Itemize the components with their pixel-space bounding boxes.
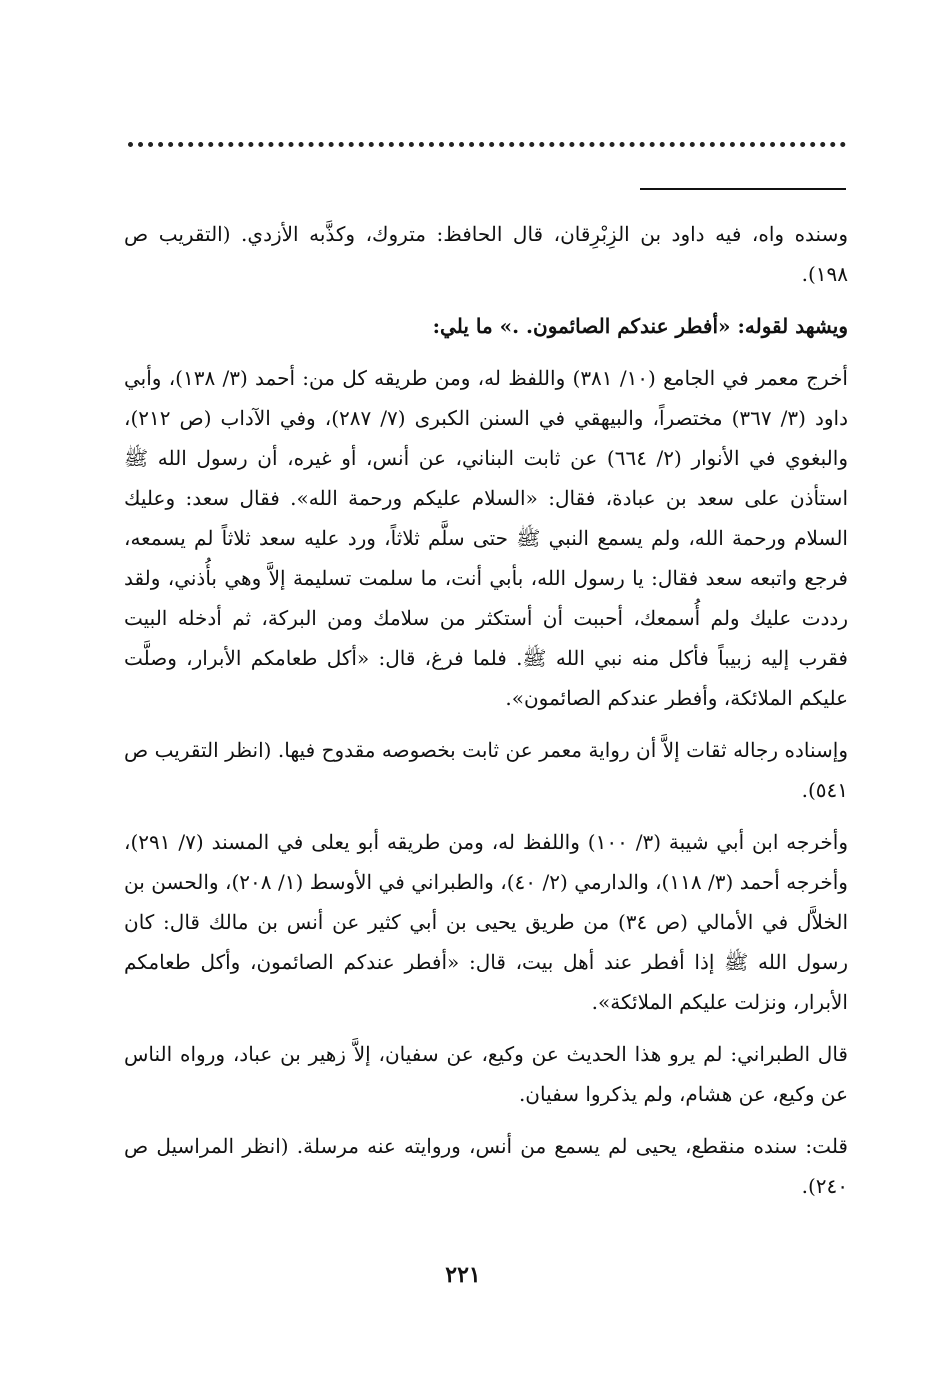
paragraph-tabarani-comment: قال الطبراني: لم يرو هذا الحديث عن وكيع، عن سفيان، إلاَّ زهير بن عباد، ورواه الناس عن وكيع، عن هشام، ولم يذكروا سفيان. <box>124 1042 848 1106</box>
page-body <box>124 214 848 1218</box>
paragraph-conclusion: قلت: سنده منقطع، يحيى لم يسمع من أنس، وروايته عنه مرسلة. (انظر المراسيل ص ٢٤٠). <box>124 1134 848 1198</box>
page-number: ٢٢١ <box>445 1262 481 1288</box>
dotted-separator <box>128 142 846 149</box>
paragraph-isnad-assessment: وإسناده رجاله ثقات إلاَّ أن رواية معمر عن ثابت بخصوصه مقدوح فيها. (انظر التقريب ص ٥٤١). <box>124 738 848 802</box>
paragraph-mamar-narration: أخرج معمر في الجامع (١٠/ ٣٨١) واللفظ له، ومن طريقه كل من: أحمد (٣/ ١٣٨)، وأبي داود (٣/ ٣٦٧) مختصراً، والبيهقي في السنن الكبرى (٧/ ٢٨٧)، وفي الآداب (ص ٢١٢)، والبغوي في الأنوار (٢/ ٦٦٤) عن ثابت البناني، عن أنس، أو غيره، أن رسول الله ﷺ استأذن على سعد بن عبادة، فقال: «السلام عليكم ورحمة الله». فقال سعد: وعليك السلام ورحمة الله، ولم يسمع النبي ﷺ حتى سلَّم ثلاثاً، ورد عليه سعد ثلاثاً لم يسمعه، فرجع واتبعه سعد فقال: يا رسول الله، بأبي أنت، ما سلمت تسليمة إلاَّ وهي بأُذني، ولقد رددت عليك ولم أُسمعك، أحببت أن أستكثر من سلامك ومن البركة، ثم أدخله البيت فقرب إليه زبيباً فأكل منه نبي الله ﷺ. فلما فرغ، قال: «أكل طعامكم الأبرار، وصلَّت عليكم الملائكة، وأفطر عندكم الصائمون». <box>124 366 849 710</box>
paragraph-supporting-intro: ويشهد لقوله: «أفطر عندكم الصائمون. .» ما يلي: <box>432 314 848 338</box>
paragraph-isnad-weak: وسنده واه، فيه داود بن الزِبْرِقان، قال الحافظ: متروك، وكذَّبه الأزدي. (التقريب ص ١٩٨). <box>124 222 848 286</box>
footnote-rule <box>640 188 846 190</box>
paragraph-ibn-abi-shaybah: وأخرجه ابن أبي شيبة (٣/ ١٠٠) واللفظ له، ومن طريقه أبو يعلى في المسند (٧/ ٢٩١)، وأخرجه أحمد (٣/ ١١٨)، والدارمي (٢/ ٤٠)، والطبراني في الأوسط (١/ ٢٠٨)، والحسن بن الخلاَّل في الأمالي (ص ٣٤) من طريق يحيى بن أبي كثير عن أنس بن مالك قال: كان رسول الله ﷺ إذا أفطر عند أهل بيت، قال: «أفطر عندكم الصائمون، وأكل طعامكم الأبرار، ونزلت عليكم الملائكة». <box>124 830 848 1014</box>
